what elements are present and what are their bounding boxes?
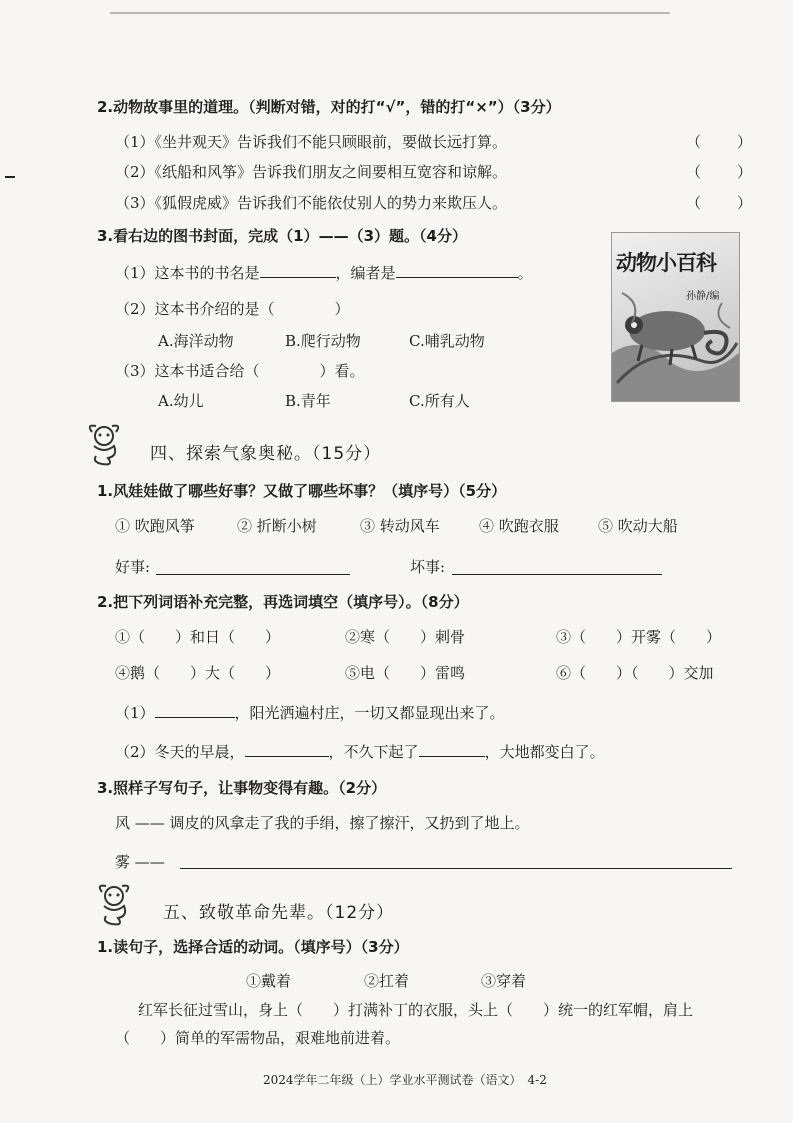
fill-sentence-1 <box>115 702 505 723</box>
q3-option-b: B.爬行动物 <box>285 332 361 350</box>
cover-title: 动物小百科 <box>616 251 716 275</box>
fill-s2-end: ，大地都变白了。 <box>484 743 605 761</box>
passage-line-1: 红军长征过雪山，身上（ ）打满补丁的衣服，头上（ ）统一的红军帽，肩上 <box>138 1001 694 1019</box>
q2-answer-3[interactable]: （ ） <box>686 194 755 212</box>
idiom-6[interactable]: ⑥（ ）（ ）交加 <box>556 664 714 682</box>
section-4-title: 四、探索气象奥秘。（15分） <box>150 444 382 464</box>
q2-item-1: （1）《坐井观天》告诉我们不能只顾眼前，要做长远打算。 <box>115 133 508 151</box>
book-title-blank[interactable] <box>260 276 336 278</box>
q3-option3-c: C.所有人 <box>409 392 470 410</box>
fog-prompt: 雾 —— <box>115 853 165 871</box>
chameleon-illustration <box>612 233 739 401</box>
idiom-2[interactable]: ②寒（ ）刺骨 <box>345 628 466 646</box>
page-footer: 2024学年二年级（上）学业水平测试卷（语文） 4-2 <box>263 1073 547 1087</box>
left-margin-mark <box>5 176 15 178</box>
fill-sentence-2 <box>115 741 605 762</box>
bad-deeds-label: 坏事: <box>410 558 446 576</box>
idiom-5[interactable]: ⑤电（ ）雷鸣 <box>345 664 466 682</box>
q3-l1-mid: ，编者是 <box>335 264 396 282</box>
q2-item-2: （2）《纸船和风筝》告诉我们朋友之间要相互宽容和谅解。 <box>115 163 508 181</box>
bad-deeds-blank[interactable] <box>452 573 662 575</box>
fill-s2-prefix: （2）冬天的早晨， <box>115 743 245 761</box>
book-cover-image <box>611 232 740 402</box>
section-5-ornament-icon <box>94 882 134 928</box>
q2-answer-2[interactable]: （ ） <box>686 163 755 181</box>
fill-s2-mid: ，不久下起了 <box>328 743 419 761</box>
q3-option3-b: B.青年 <box>285 392 331 410</box>
editor-blank[interactable] <box>396 276 518 278</box>
section-5-title: 五、致敬革命先辈。（12分） <box>163 903 395 923</box>
s4-q1-option-5: ⑤ 吹动大船 <box>598 517 678 535</box>
example-sentence: 风 —— 调皮的风拿走了我的手绢，擦了擦汗，又扔到了地上。 <box>115 814 530 832</box>
s4-question-3-title: 3.照样子写句子，让事物变得有趣。（2分） <box>97 779 387 797</box>
q3-option-a: A.海洋动物 <box>158 332 234 350</box>
cover-editor: 孙静/编 <box>686 291 720 302</box>
q3-l1-prefix: （1）这本书的书名是 <box>115 264 260 282</box>
fill-s1-prefix: （1） <box>115 704 155 722</box>
question-2-title: 2.动物故事里的道理。（判断对错，对的打“√”，错的打“×”）（3分） <box>97 98 561 116</box>
question-3-title: 3.看右边的图书封面，完成（1）——（3）题。（4分） <box>97 227 467 245</box>
idiom-3[interactable]: ③（ ）开雾（ ） <box>556 628 722 646</box>
top-edge-line <box>110 12 670 14</box>
verb-option-1: ①戴着 <box>246 972 292 990</box>
verb-option-3: ③穿着 <box>481 972 527 990</box>
fill-s1-blank[interactable] <box>155 716 235 718</box>
section-4-ornament-icon <box>84 422 124 468</box>
q3-line-3: （3）这本书适合给（ ）看。 <box>115 362 365 380</box>
q3-option3-a: A.幼儿 <box>158 392 204 410</box>
s4-q1-option-3: ③ 转动风车 <box>360 517 440 535</box>
fill-s2-blank-1[interactable] <box>245 755 329 757</box>
s4-q1-option-2: ② 折断小树 <box>237 517 317 535</box>
fog-sentence-blank[interactable] <box>180 867 732 869</box>
fill-s2-blank-2[interactable] <box>419 755 485 757</box>
fill-s1-rest: ，阳光洒遍村庄，一切又都显现出来了。 <box>234 704 505 722</box>
s5-question-1-title: 1.读句子，选择合适的动词。（填序号）（3分） <box>97 938 409 956</box>
good-deeds-blank[interactable] <box>156 573 350 575</box>
verb-option-2: ②扛着 <box>364 972 410 990</box>
idiom-1[interactable]: ①（ ）和日（ ） <box>115 628 281 646</box>
s4-question-1-title: 1.风娃娃做了哪些好事？又做了哪些坏事？（填序号）（5分） <box>97 482 507 500</box>
q3-line-1 <box>115 262 533 283</box>
s4-q1-option-4: ④ 吹跑衣服 <box>479 517 559 535</box>
q2-answer-1[interactable]: （ ） <box>686 133 755 151</box>
q2-item-3: （3）《狐假虎威》告诉我们不能依仗别人的势力来欺压人。 <box>115 194 508 212</box>
s4-q1-option-1: ① 吹跑风筝 <box>115 517 195 535</box>
q3-line-2: （2）这本书介绍的是（ ） <box>115 300 350 318</box>
idiom-4[interactable]: ④鹅（ ）大（ ） <box>115 664 281 682</box>
q3-option-c: C.哺乳动物 <box>409 332 485 350</box>
passage-line-2: （ ）简单的军需物品，艰难地前进着。 <box>115 1029 401 1047</box>
s4-question-2-title: 2.把下列词语补充完整，再选词填空（填序号）。（8分） <box>97 593 469 611</box>
q3-l1-end: 。 <box>517 264 533 282</box>
good-deeds-label: 好事: <box>115 558 151 576</box>
